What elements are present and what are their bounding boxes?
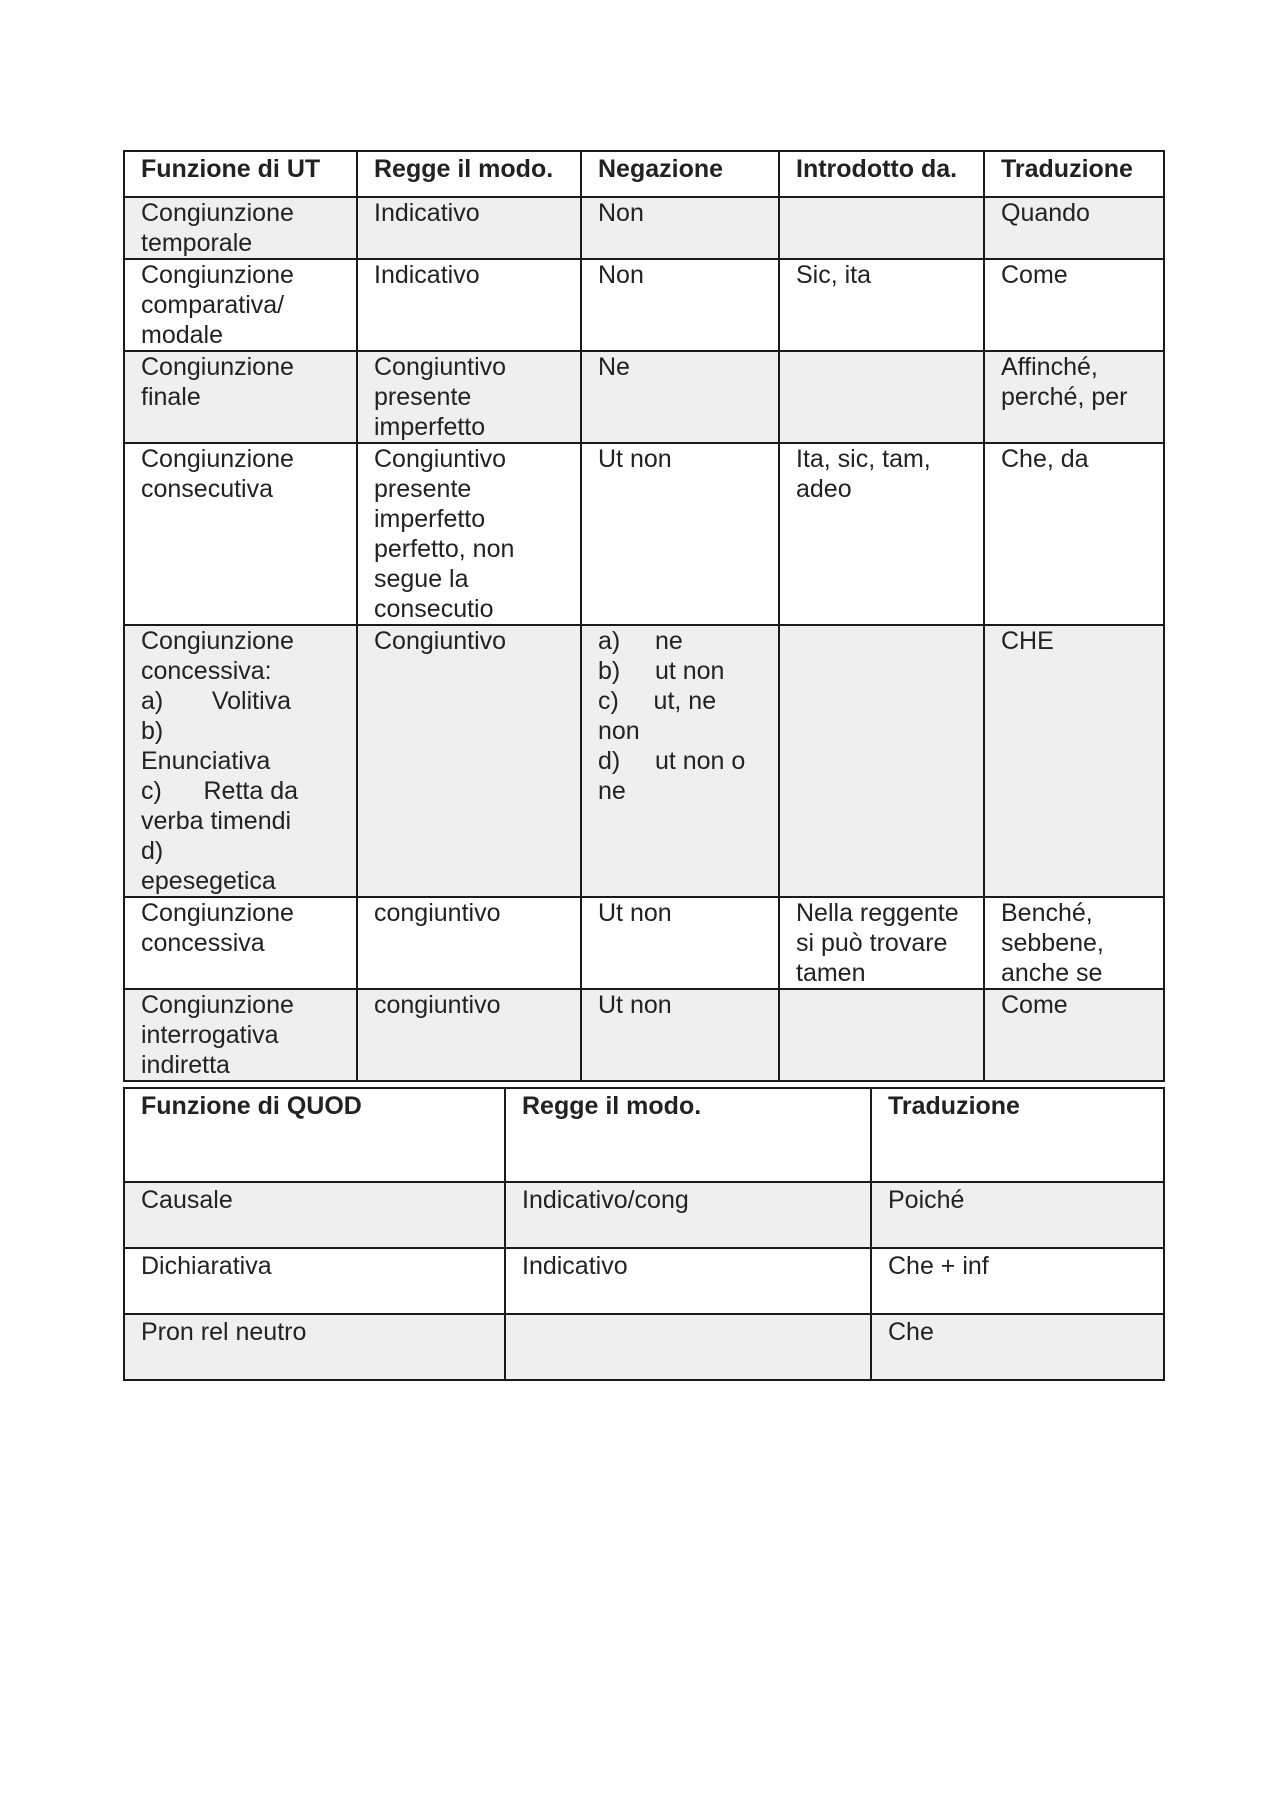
ut-function-table bbox=[123, 150, 1165, 1082]
table-cell: Causale bbox=[124, 1182, 505, 1248]
table-cell: Congiunzione consecutiva bbox=[124, 443, 357, 625]
table-cell: Dichiarativa bbox=[124, 1248, 505, 1314]
table-cell: Ut non bbox=[581, 989, 779, 1081]
table-cell: Ita, sic, tam, adeo bbox=[779, 443, 984, 625]
table-cell: Non bbox=[581, 259, 779, 351]
ut-header-funzione: Funzione di UT bbox=[124, 151, 357, 197]
table-row bbox=[124, 1248, 1164, 1314]
table-cell: Che, da bbox=[984, 443, 1164, 625]
table-cell: Pron rel neutro bbox=[124, 1314, 505, 1380]
table-cell: Indicativo bbox=[357, 197, 581, 259]
quod-function-table bbox=[123, 1087, 1165, 1381]
table-cell: Affinché, perché, per bbox=[984, 351, 1164, 443]
table-cell: Congiunzione finale bbox=[124, 351, 357, 443]
table-cell: Ut non bbox=[581, 897, 779, 989]
table-cell: Indicativo/cong bbox=[505, 1182, 871, 1248]
table-cell: Ut non bbox=[581, 443, 779, 625]
table-cell: Nella reggente si può trovare tamen bbox=[779, 897, 984, 989]
table-cell: Indicativo bbox=[357, 259, 581, 351]
table-cell: Congiunzione concessiva bbox=[124, 897, 357, 989]
table-cell: Poiché bbox=[871, 1182, 1164, 1248]
table-cell: Non bbox=[581, 197, 779, 259]
table-row bbox=[124, 625, 1164, 897]
table-row bbox=[124, 989, 1164, 1081]
ut-header-modo: Regge il modo. bbox=[357, 151, 581, 197]
table-row bbox=[124, 351, 1164, 443]
table-row bbox=[124, 1182, 1164, 1248]
table-cell: Congiunzione comparativa/ modale bbox=[124, 259, 357, 351]
table-row bbox=[124, 1314, 1164, 1380]
ut-header-row bbox=[124, 151, 1164, 197]
table-cell: Quando bbox=[984, 197, 1164, 259]
table-cell: congiuntivo bbox=[357, 897, 581, 989]
table-cell: Ne bbox=[581, 351, 779, 443]
table-row bbox=[124, 443, 1164, 625]
table-cell: Congiunzione interrogativa indiretta bbox=[124, 989, 357, 1081]
table-cell: Sic, ita bbox=[779, 259, 984, 351]
table-row bbox=[124, 197, 1164, 259]
table-cell: Congiuntivo presente imperfetto perfetto, non segue la consecutio bbox=[357, 443, 581, 625]
ut-header-introdotto: Introdotto da. bbox=[779, 151, 984, 197]
table-cell: Congiunzione temporale bbox=[124, 197, 357, 259]
table-row bbox=[124, 897, 1164, 989]
table-cell: a) ne b) ut non c) ut, ne non d) ut non o ne bbox=[581, 625, 779, 897]
table-cell: congiuntivo bbox=[357, 989, 581, 1081]
table-cell: Che + inf bbox=[871, 1248, 1164, 1314]
table-cell: Come bbox=[984, 989, 1164, 1081]
ut-header-negazione: Negazione bbox=[581, 151, 779, 197]
ut-header-traduzione: Traduzione bbox=[984, 151, 1164, 197]
table-cell: Congiunzione concessiva: a) Volitiva b) Enunciativa c) Retta da verba timendi d) epesegetica bbox=[124, 625, 357, 897]
table-cell bbox=[779, 989, 984, 1081]
table-cell: Benché, sebbene, anche se bbox=[984, 897, 1164, 989]
table-cell: Congiuntivo bbox=[357, 625, 581, 897]
table-row bbox=[124, 259, 1164, 351]
table-cell bbox=[779, 351, 984, 443]
quod-header-row bbox=[124, 1088, 1164, 1182]
table-cell: Come bbox=[984, 259, 1164, 351]
table-cell: CHE bbox=[984, 625, 1164, 897]
table-cell bbox=[505, 1314, 871, 1380]
table-cell: Indicativo bbox=[505, 1248, 871, 1314]
table-cell: Che bbox=[871, 1314, 1164, 1380]
quod-header-modo: Regge il modo. bbox=[505, 1088, 871, 1182]
table-cell bbox=[779, 625, 984, 897]
quod-header-traduzione: Traduzione bbox=[871, 1088, 1164, 1182]
table-cell bbox=[779, 197, 984, 259]
table-cell: Congiuntivo presente imperfetto bbox=[357, 351, 581, 443]
quod-header-funzione: Funzione di QUOD bbox=[124, 1088, 505, 1182]
